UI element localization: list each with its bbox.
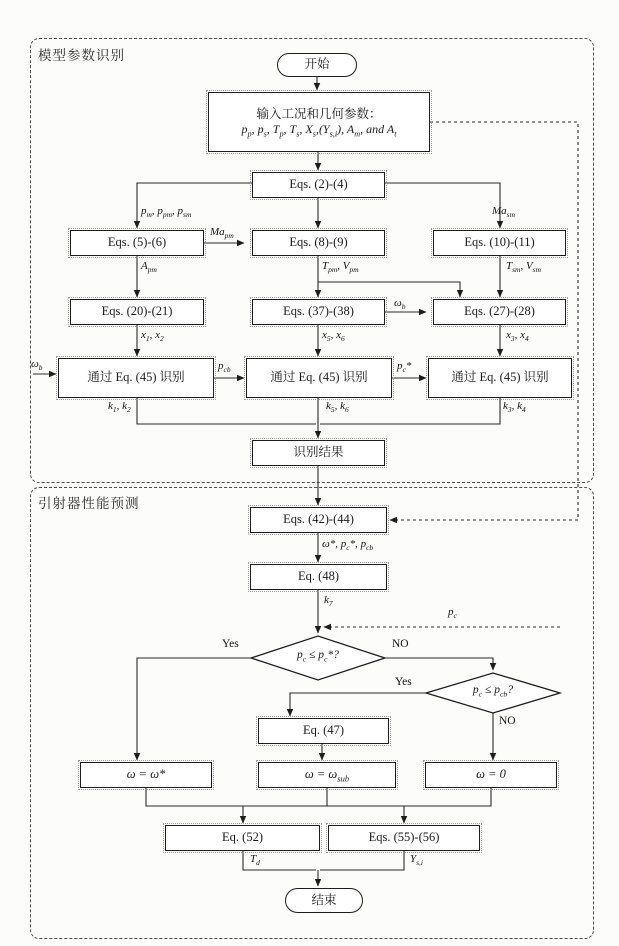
node-eq-52-label: Eq. (52)	[222, 830, 263, 845]
end-label: 结束	[311, 892, 337, 907]
node-eqs-55-56-label: Eqs. (55)-(56)	[368, 830, 440, 845]
node-identify-3-label: 通过 Eq. (45) 识别	[451, 370, 549, 385]
edge-label-tpm-vpm: $T_{pm}$, $V_{pm}$	[322, 260, 359, 275]
node-eqs-27-28-label: Eqs. (27)-(28)	[464, 304, 535, 319]
node-eqs-42-44-label: Eqs. (42)-(44)	[283, 512, 354, 527]
node-omega-zero-label: ω = 0	[476, 767, 506, 782]
edge-label-no-1: NO	[392, 638, 409, 650]
edge-label-p-c: $p_c$	[448, 606, 457, 621]
decision1-label: $p_c \le p_c*$?	[297, 649, 339, 664]
node-eq-47	[258, 718, 389, 744]
edge-label-no-2: NO	[499, 715, 516, 727]
edge-label-yes-2: Yes	[395, 676, 412, 688]
node-omega-zero	[425, 762, 557, 788]
node-eq-52	[165, 825, 320, 851]
node-eqs-37-38	[252, 299, 385, 325]
edge-label-x5-x6: $x_5$, $x_6$	[322, 329, 345, 344]
edge-label-tsm-vsm: $T_{sm}$, $V_{sm}$	[506, 260, 541, 275]
end-node	[285, 888, 363, 913]
node-identify-1	[58, 358, 214, 398]
edge-label-omega-b-1: $\omega_b$	[394, 297, 406, 312]
input-line2: $p_p$, $p_s$, $T_p$, $T_s$, $X_s,(Y_{s,i})$, $A_m$, and $A_t$	[241, 122, 397, 139]
edge-label-omega-b-2: $\omega_b$	[31, 358, 43, 373]
node-eqs-2-4-label: Eqs. (2)-(4)	[289, 177, 348, 192]
node-identification-result	[252, 440, 385, 466]
input-line1: 输入工况和几何参数：	[256, 106, 382, 121]
edge-label-ma-pm: $Ma_{pm}$	[210, 226, 234, 241]
node-eqs-55-56	[328, 825, 480, 851]
node-eqs-27-28	[433, 299, 566, 325]
node-identify-2-label: 通过 Eq. (45) 识别	[270, 370, 368, 385]
node-identify-1-label: 通过 Eq. (45) 识别	[87, 370, 185, 385]
node-identification-result-label: 识别结果	[293, 445, 344, 460]
node-eqs-8-9-label: Eqs. (8)-(9)	[289, 235, 348, 250]
node-eqs-5-6	[70, 230, 204, 256]
node-eq-48	[250, 564, 387, 590]
node-identify-3	[428, 358, 572, 398]
edge-label-k7: $k_7$	[324, 594, 333, 609]
node-eqs-20-21	[70, 299, 204, 325]
edge-label-y-si: $Y_{s,i}$	[410, 853, 423, 868]
edge-label-k3-k4: $k_3$, $k_4$	[503, 400, 526, 415]
edge-label-x3-x4: $x_3$, $x_4$	[506, 329, 529, 344]
node-eqs-10-11-label: Eqs. (10)-(11)	[464, 235, 535, 250]
node-omega-subcritical-label: $\omega = \omega_{sub}$	[304, 767, 350, 784]
node-eqs-20-21-label: Eqs. (20)-(21)	[101, 304, 173, 319]
edge-label-yes-1: Yes	[222, 638, 239, 650]
node-eqs-8-9	[252, 230, 385, 256]
node-eqs-5-6-label: Eqs. (5)-(6)	[107, 235, 167, 250]
edge-label-p-c-star: $p_c*$	[397, 360, 412, 375]
node-omega-critical	[80, 762, 212, 788]
node-eq-48-label: Eq. (48)	[298, 569, 339, 584]
edge-label-t-d: $T_d$	[250, 853, 260, 868]
input-node	[208, 92, 430, 152]
edge-label-a-pm: $A_{pm}$	[141, 260, 157, 275]
decision2-label: $p_c \le p_{cb}$?	[472, 684, 514, 699]
section-label-identification: 模型参数识别	[38, 48, 125, 64]
node-eqs-37-38-label: Eqs. (37)-(38)	[283, 304, 354, 319]
node-eqs-2-4	[252, 172, 385, 198]
edge-label-ma-sm: $Ma_{sm}$	[492, 205, 515, 220]
edge-label-p-cb: $p_{cb}$	[218, 360, 231, 375]
node-eqs-42-44	[250, 507, 387, 533]
node-identify-2	[246, 358, 392, 398]
node-omega-subcritical	[258, 762, 396, 788]
node-eqs-10-11	[433, 230, 566, 256]
edge-label-pm-ppm-psm: $p_m$, $p_{pm}$, $p_{sm}$	[141, 205, 192, 220]
start-label: 开始	[304, 57, 330, 72]
start-node	[277, 53, 357, 77]
edge-label-critical-outputs: ω*, $p_c*$, $p_{cb}$	[322, 538, 374, 553]
edge-label-k5-k6: $k_5$, $k_6$	[326, 400, 349, 415]
edge-label-x1-x2: $x_1$, $x_2$	[141, 329, 164, 344]
node-eq-47-label: Eq. (47)	[303, 723, 344, 738]
section-label-prediction: 引射器性能预测	[38, 496, 140, 512]
edge-label-k1-k2: $k_1$, $k_2$	[108, 400, 131, 415]
node-omega-critical-label: ω = ω*	[126, 767, 166, 782]
